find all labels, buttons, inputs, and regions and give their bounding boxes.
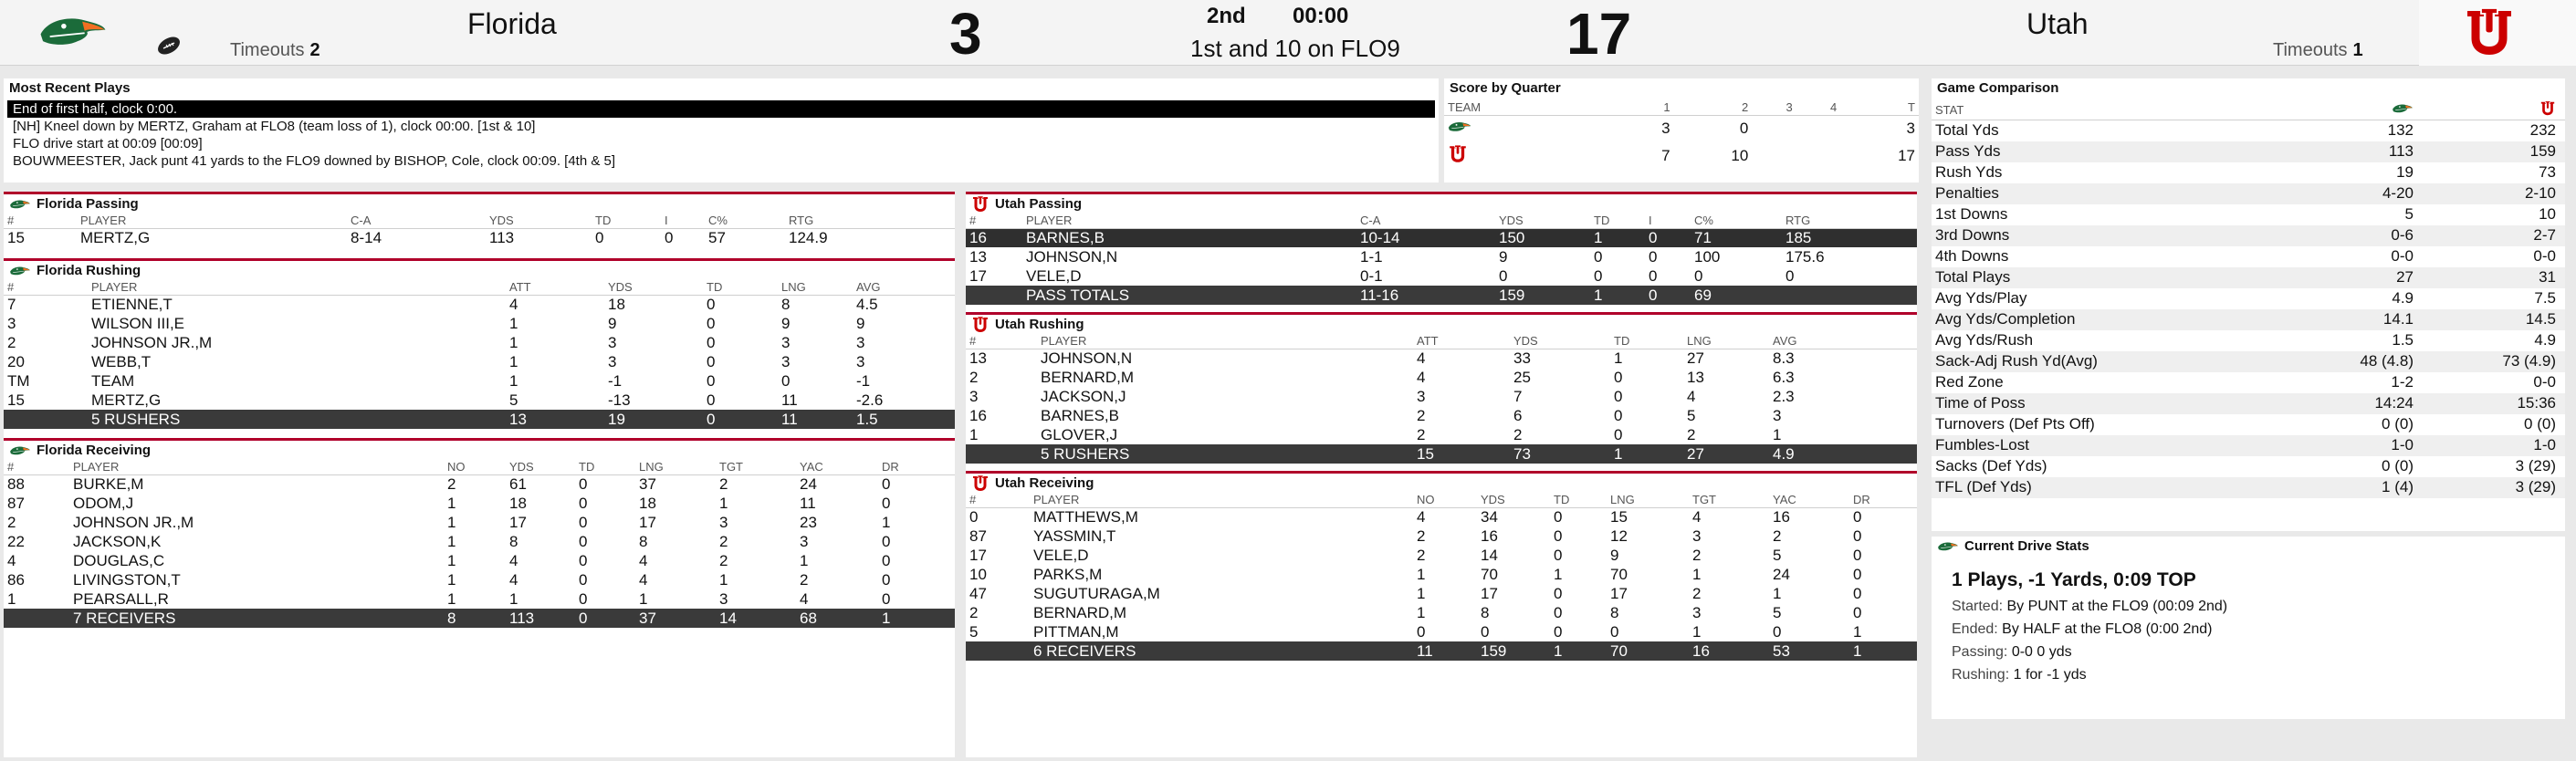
table-row[interactable]: 2 JOHNSON JR.,M 1 17 0 17 3 23 1 (7, 513, 891, 531)
table-row[interactable]: 15 MERTZ,G 8-14 113 0 0 57 124.9 (7, 228, 828, 246)
table-row[interactable]: Sack-Adj Rush Yd(Avg) 48 (4.8) 73 (4.9) (1932, 351, 2565, 372)
scoreboard-header (0, 0, 2576, 66)
table-row[interactable]: 88 BURKE,M 2 61 0 37 2 24 0 (7, 474, 891, 493)
home-team-name: Florida (467, 7, 557, 40)
col-team: TEAM (1444, 99, 1623, 115)
table-row[interactable]: 1 GLOVER,J 2 2 0 2 1 (969, 425, 1782, 443)
recent-plays-title: Most Recent Plays (9, 80, 131, 96)
game-comparison-title: Game Comparison (1937, 80, 2059, 96)
table-row[interactable]: 15 MERTZ,G 5 -13 0 11 -2.6 (7, 391, 884, 409)
table-row[interactable]: 3 WILSON III,E 1 9 0 9 9 (7, 314, 865, 332)
table-row[interactable]: 2 BERNARD,M 1 8 0 8 3 5 0 (969, 603, 1862, 621)
table-row[interactable]: Sacks (Def Yds) 0 (0) 3 (29) (1935, 457, 2556, 474)
table-row[interactable]: Fumbles-Lost 1-0 1-0 (1932, 435, 2565, 456)
drive-ended: Ended: By HALF at the FLO8 (0:00 2nd) (1952, 621, 2213, 637)
table-row[interactable]: Red Zone 1-2 0-0 (1935, 373, 2556, 391)
utah-stats-column (966, 192, 1917, 757)
table-row[interactable]: 22 JACKSON,K 1 8 0 8 2 3 0 (7, 532, 891, 550)
table-row[interactable]: Avg Yds/Play 4.9 7.5 (1935, 289, 2556, 307)
florida-gator-logo (1448, 120, 1471, 134)
table-row[interactable]: 16 BARNES,B 10-14 150 1 0 71 185 (966, 228, 1917, 247)
table-row[interactable]: 1 PEARSALL,R 1 1 0 1 3 4 0 (7, 589, 891, 608)
play-item[interactable]: End of first half, clock 0:00. (7, 100, 1435, 118)
game-comparison-panel (1932, 78, 2565, 531)
table-row[interactable]: 4th Downs 0-0 0-0 (1935, 247, 2556, 265)
florida-gator-logo (9, 198, 31, 211)
table-row[interactable]: Penalties 4-20 2-10 (1932, 183, 2565, 204)
florida-receiving-title: Florida Receiving (4, 438, 955, 458)
col-total: T (1840, 99, 1919, 115)
florida-receiving-table: # PLAYER NO YDS TD LNG TGT YAC DR 88 BURKE,M 2 61 0 37 2 24 0 87 ODOM,J 1 18 0 18 1 11 0 2 JOHNSON JR.,M 1 17 0 17 3 23 1 22 JACKSON,K 1 8 0 8 2 3 0 4 DOUGLAS,C 1 4 0 4 2 1 0 86 LIVINGSTON,T 1 4 0 4 1 2 0 1 PEARSALL,R 1 1 0 1 3 4 0 7 RECEIVERS 8 113 0 37 14 68 1 (4, 458, 955, 628)
utah-rushing-title: Utah Rushing (966, 312, 1917, 332)
home-score: 3 (949, 1, 982, 67)
table-row[interactable]: 2 JOHNSON JR.,M 1 3 0 3 3 (7, 333, 865, 351)
home-timeouts: Timeouts 2 (230, 40, 320, 60)
table-row[interactable]: Rush Yds 19 73 (1935, 163, 2556, 181)
away-team-name: Utah (2026, 7, 2089, 40)
florida-passing-table: # PLAYER C-A YDS TD I C% RTG 15 MERTZ,G 8-14 113 0 0 57 124.9 (4, 212, 955, 247)
utah-passing-title: Utah Passing (966, 192, 1917, 212)
utah-u-logo (2461, 5, 2518, 60)
utah-u-logo (971, 195, 990, 214)
current-drive-title: Current Drive Stats (1932, 537, 2565, 557)
table-row[interactable]: 10 PARKS,M 1 70 1 70 1 24 0 (969, 565, 1862, 583)
away-score: 17 (1566, 1, 1632, 67)
col-q1: 1 (1623, 99, 1674, 115)
drive-headline: 1 Plays, -1 Yards, 0:09 TOP (1952, 569, 2196, 590)
table-row[interactable]: 3rd Downs 0-6 2-7 (1932, 225, 2565, 246)
col-q4: 4 (1796, 99, 1840, 115)
utah-logo-box (2419, 0, 2576, 66)
table-row[interactable]: Time of Poss 14:24 15:36 (1932, 393, 2565, 414)
down-distance: 1st and 10 on FLO9 (1190, 35, 1400, 62)
totals-row: 6 RECEIVERS 11 159 1 70 16 53 1 (966, 641, 1917, 661)
drive-started: Started: By PUNT at the FLO9 (00:09 2nd) (1952, 599, 2228, 614)
table-row[interactable]: TM TEAM 1 -1 0 0 -1 (7, 371, 871, 390)
drive-passing: Passing: 0-0 0 yds (1952, 644, 2072, 660)
col-q3: 3 (1752, 99, 1796, 115)
florida-passing-title: Florida Passing (4, 192, 955, 212)
play-item[interactable]: BOUWMEESTER, Jack punt 41 yards to the FLO9 downed by BISHOP, Cole, clock 00:09. [4th & 5] (13, 153, 616, 169)
game-clock: 00:00 (1293, 4, 1349, 28)
table-row[interactable]: 87 YASSMIN,T 2 16 0 12 3 2 0 (969, 526, 1862, 545)
utah-passing-table: # PLAYER C-A YDS TD I C% RTG 16 BARNES,B 10-14 150 1 0 71 185 13 JOHNSON,N 1-1 9 0 0 100 175.6 17 VELE,D 0-1 0 0 0 0 0 PASS TOTALS 11-16 159 1 0 69 (966, 212, 1917, 305)
current-drive-panel (1932, 537, 2565, 719)
table-row[interactable]: 86 LIVINGSTON,T 1 4 0 4 1 2 0 (7, 570, 891, 589)
table-row[interactable]: 16 BARNES,B 2 6 0 5 3 (969, 406, 1782, 424)
florida-gator-logo (9, 265, 31, 277)
florida-gator-logo (2392, 102, 2414, 115)
florida-stats-column (4, 192, 955, 757)
drive-rushing: Rushing: 1 for -1 yds (1952, 667, 2087, 683)
table-row[interactable]: Total Plays 27 31 (1932, 267, 2565, 288)
table-row[interactable]: TFL (Def Yds) 1 (4) 3 (29) (1932, 477, 2565, 498)
utah-receiving-table: # PLAYER NO YDS TD LNG TGT YAC DR 0 MATTHEWS,M 4 34 0 15 4 16 0 87 YASSMIN,T 2 16 0 12 3 2 0 17 VELE,D 2 14 0 9 2 5 0 10 PARKS,M 1 70 1 70 1 24 0 47 SUGUTURAGA,M 1 17 0 17 2 1 0 2 BERNARD,M 1 8 0 8 3 5 0 5 PITTMAN,M 0 0 0 0 1 0 1 6 RECEIVERS 11 159 1 70 16 53 1 (966, 491, 1917, 661)
score-by-quarter-title: Score by Quarter (1450, 80, 1561, 96)
table-row[interactable]: 47 SUGUTURAGA,M 1 17 0 17 2 1 0 (969, 584, 1862, 602)
game-period: 2nd (1207, 4, 1246, 28)
utah-u-logo (971, 474, 990, 493)
football-icon (155, 36, 183, 56)
table-row[interactable]: Turnovers (Def Pts Off) 0 (0) 0 (0) (1935, 415, 2556, 433)
florida-gator-logo (38, 11, 108, 53)
table-row[interactable]: 5 PITTMAN,M 0 0 0 0 1 0 1 (969, 622, 1862, 641)
table-row[interactable]: 20 WEBB,T 1 3 0 3 3 (7, 352, 865, 370)
totals-row: 5 RUSHERS 13 19 0 11 1.5 (4, 410, 955, 429)
table-row[interactable]: 17 VELE,D 0-1 0 0 0 0 0 (969, 266, 1795, 285)
recent-plays-panel (4, 78, 1439, 182)
utah-u-logo (2539, 100, 2556, 117)
florida-gator-logo (9, 444, 31, 457)
utah-u-logo (1448, 144, 1468, 164)
totals-row: 5 RUSHERS 15 73 1 27 4.9 (966, 444, 1917, 464)
utah-receiving-title: Utah Receiving (966, 471, 1917, 491)
table-row[interactable]: 4 DOUGLAS,C 1 4 0 4 2 1 0 (7, 551, 891, 569)
game-comparison-table: STAT Total Yds 132 232 Pass Yds 113 159 Rush Yds 19 73 Penalties 4-20 2-10 1st Downs 5 10 3rd Downs 0-6 2-7 4th Downs 0-0 0-0 Total Plays 27 31 Avg Yds/Play 4.9 7.5 Avg Yds/Completion 14.1 14.5 Avg Yds/Rush 1.5 4.9 Sack-Adj Rush Yd(Avg) 48 (4.8) 73 (4.9) Red Zone 1-2 0-0 Time of Poss 14:24 15:36 Turnovers (Def Pts Off) 0 (0) 0 (0) Fumbles-Lost 1-0 1-0 Sacks (Def Yds) 0 (0) 3 (29) TFL (Def Yds) 1 (4) 3 (29) (1932, 99, 2565, 498)
score-by-quarter-table: TEAM 1 2 3 4 T 3 0 3 7 10 17 (1444, 99, 1919, 170)
table-row[interactable]: 13 JOHNSON,N 1-1 9 0 0 100 175.6 (969, 247, 1825, 266)
florida-gator-logo (1937, 540, 1959, 553)
col-q2: 2 (1674, 99, 1753, 115)
play-item[interactable]: FLO drive start at 00:09 [00:09] (13, 136, 203, 151)
score-by-quarter-panel (1444, 78, 1919, 182)
table-row[interactable]: 87 ODOM,J 1 18 0 18 1 11 0 (7, 494, 891, 512)
table-row[interactable]: Avg Yds/Completion 14.1 14.5 (1932, 309, 2565, 330)
table-row[interactable]: 7 ETIENNE,T 4 18 0 8 4.5 (7, 295, 878, 313)
away-timeouts: Timeouts 1 (2273, 40, 2363, 60)
utah-rushing-table: # PLAYER ATT YDS TD LNG AVG 13 JOHNSON,N 4 33 1 27 8.3 2 BERNARD,M 4 25 0 13 6.3 3 JACKSON,J 3 7 0 4 2.3 16 BARNES,B 2 6 0 5 3 1 GLOVER,J 2 2 0 2 1 5 RUSHERS 15 73 1 27 4.9 (966, 332, 1917, 464)
table-row[interactable]: 13 JOHNSON,N 4 33 1 27 8.3 (969, 349, 1795, 367)
play-item[interactable]: [NH] Kneel down by MERTZ, Graham at FLO8 (team loss of 1), clock 00:00. [1st & 10] (13, 119, 536, 134)
florida-rushing-table: # PLAYER ATT YDS TD LNG AVG 7 ETIENNE,T 4 18 0 8 4.5 3 WILSON III,E 1 9 0 9 9 2 JOHNSON JR.,M 1 3 0 3 3 20 WEBB,T 1 3 0 3 3 TM TEAM 1 -1 0 0 -1 15 MERTZ,G 5 -13 0 11 -2.6 5 RUSHERS 13 19 0 11 1.5 (4, 278, 955, 429)
table-row[interactable]: 17 VELE,D 2 14 0 9 2 5 0 (969, 546, 1862, 564)
table-row[interactable]: Avg Yds/Rush 1.5 4.9 (1935, 331, 2556, 349)
totals-row: 7 RECEIVERS 8 113 0 37 14 68 1 (4, 609, 955, 628)
totals-row: PASS TOTALS 11-16 159 1 0 69 (966, 286, 1917, 305)
table-row[interactable]: 1st Downs 5 10 (1935, 205, 2556, 223)
table-row[interactable]: 0 MATTHEWS,M 4 34 0 15 4 16 0 (969, 507, 1862, 526)
florida-rushing-title: Florida Rushing (4, 258, 955, 278)
table-row[interactable]: Total Yds 132 232 (1935, 121, 2556, 140)
table-row[interactable]: 2 BERNARD,M 4 25 0 13 6.3 (969, 368, 1795, 386)
table-row[interactable]: 3 JACKSON,J 3 7 0 4 2.3 (969, 387, 1795, 405)
utah-u-logo (971, 316, 990, 334)
table-row[interactable]: Pass Yds 113 159 (1932, 141, 2565, 162)
